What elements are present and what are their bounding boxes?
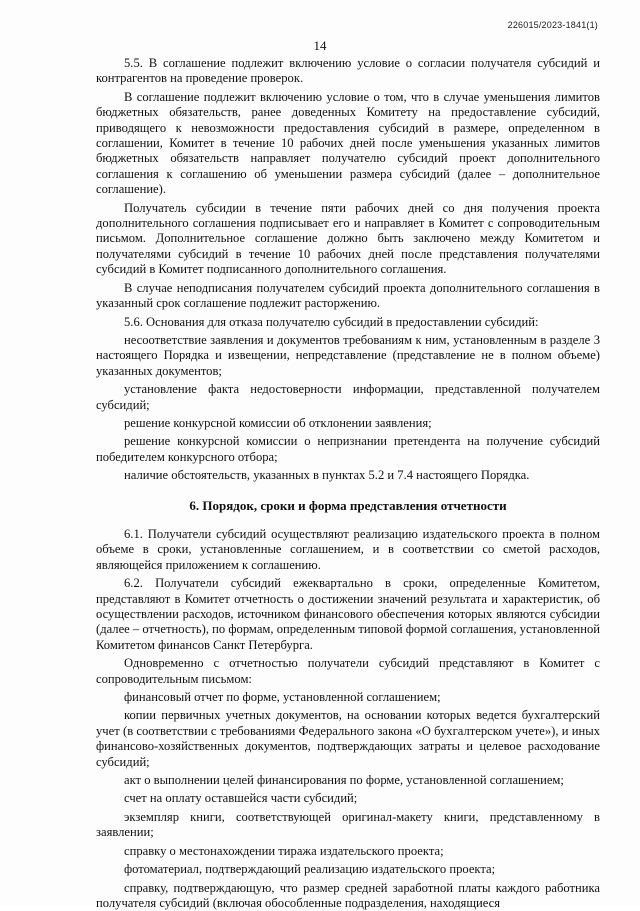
paragraph: наличие обстоятельств, указанных в пунктах 5.2 и 7.4 настоящего Порядка. [96,468,600,483]
paragraph: справку, подтверждающую, что размер средней заработной платы каждого работника получателя субсидий (включая обособленные подразделения, находящиеся [96,881,600,911]
paragraph: 5.5. В соглашение подлежит включению условие о согласии получателя субсидий и контрагентов на проведение проверок. [96,56,600,87]
paragraph: 6.2. Получатели субсидий ежеквартально в сроки, определенные Комитетом, представляют в Комитет отчетность о достижении значений результата и характеристик, об осуществлении расходов, источником финансового обеспечения которых являются субсидии (далее – отчетность), по формам, определенным типовой формой соглашения, установленной Комитетом финансов Санкт Петербурга. [96,576,600,653]
paragraph: акт о выполнении целей финансирования по форме, установленной соглашением; [96,773,600,788]
paragraph: несоответствие заявления и документов требованиям к ним, установленным в разделе 3 настоящего Порядка и извещении, непредставление (представление не в полном объеме) указанных документов; [96,333,600,379]
paragraph: 6.1. Получатели субсидий осуществляют реализацию издательского проекта в полном объеме в сроки, установленные соглашением, и в соответствии со сметой расходов, являющейся приложением к соглашению. [96,527,600,573]
paragraph: В случае неподписания получателем субсидий проекта дополнительного соглашения в указанный срок соглашение подлежит расторжению. [96,281,600,312]
paragraph: Получатель субсидии в течение пяти рабочих дней со дня получения проекта дополнительного соглашения подписывает его и направляет в Комитет с сопроводительным письмом. Дополнительное соглашение должно быть заключено между Комитетом и получателями субсидий в течение 10 рабочих дней после представления получателями субсидий в Комитет подписанного дополнительного соглашения. [96,201,600,278]
paragraph: фотоматериал, подтверждающий реализацию издательского проекта; [96,862,600,877]
document-id: 226015/2023-1841(1) [508,20,598,30]
paragraph: Одновременно с отчетностью получатели субсидий представляют в Комитет с сопроводительным письмом: [96,656,600,687]
paragraph: счет на оплату оставшейся части субсидий; [96,791,600,806]
paragraph: 5.6. Основания для отказа получателю субсидий в предоставлении субсидий: [96,315,600,330]
paragraph: финансовый отчет по форме, установленной соглашением; [96,690,600,705]
paragraph: справку о местонахождении тиража издательского проекта; [96,844,600,859]
paragraph: установление факта недостоверности информации, представленной получателем субсидий; [96,382,600,413]
section-heading: 6. Порядок, сроки и форма представления отчетности [96,498,600,513]
paragraph: В соглашение подлежит включению условие о том, что в случае уменьшения лимитов бюджетных обязательств, ранее доведенных Комитету на предоставление субсидий, приводящего к невозможности предоставления субсидий в размере, определенном в соглашении, Комитет в течение 10 рабочих дней после уменьшения указанных лимитов бюджетных обязательств направляет получателю субсидий проект дополнительного соглашения к соглашению об уменьшении размера субсидий (далее – дополнительное соглашение). [96,90,600,198]
paragraph: решение конкурсной комиссии о непризнании претендента на получение субсидий победителем конкурсного отбора; [96,434,600,465]
paragraph: экземпляр книги, соответствующей оригинал-макету книги, представленному в заявлении; [96,810,600,841]
document-body [96,56,600,911]
paragraph: решение конкурсной комиссии об отклонении заявления; [96,416,600,431]
page-number: 14 [0,38,640,54]
paragraph: копии первичных учетных документов, на основании которых ведется бухгалтерский учет (в соответствии с требованиями Федерального закона «О бухгалтерском учете»), и иных финансово-хозяйственных документов, подтверждающих затраты и целевое расходование субсидий; [96,708,600,770]
